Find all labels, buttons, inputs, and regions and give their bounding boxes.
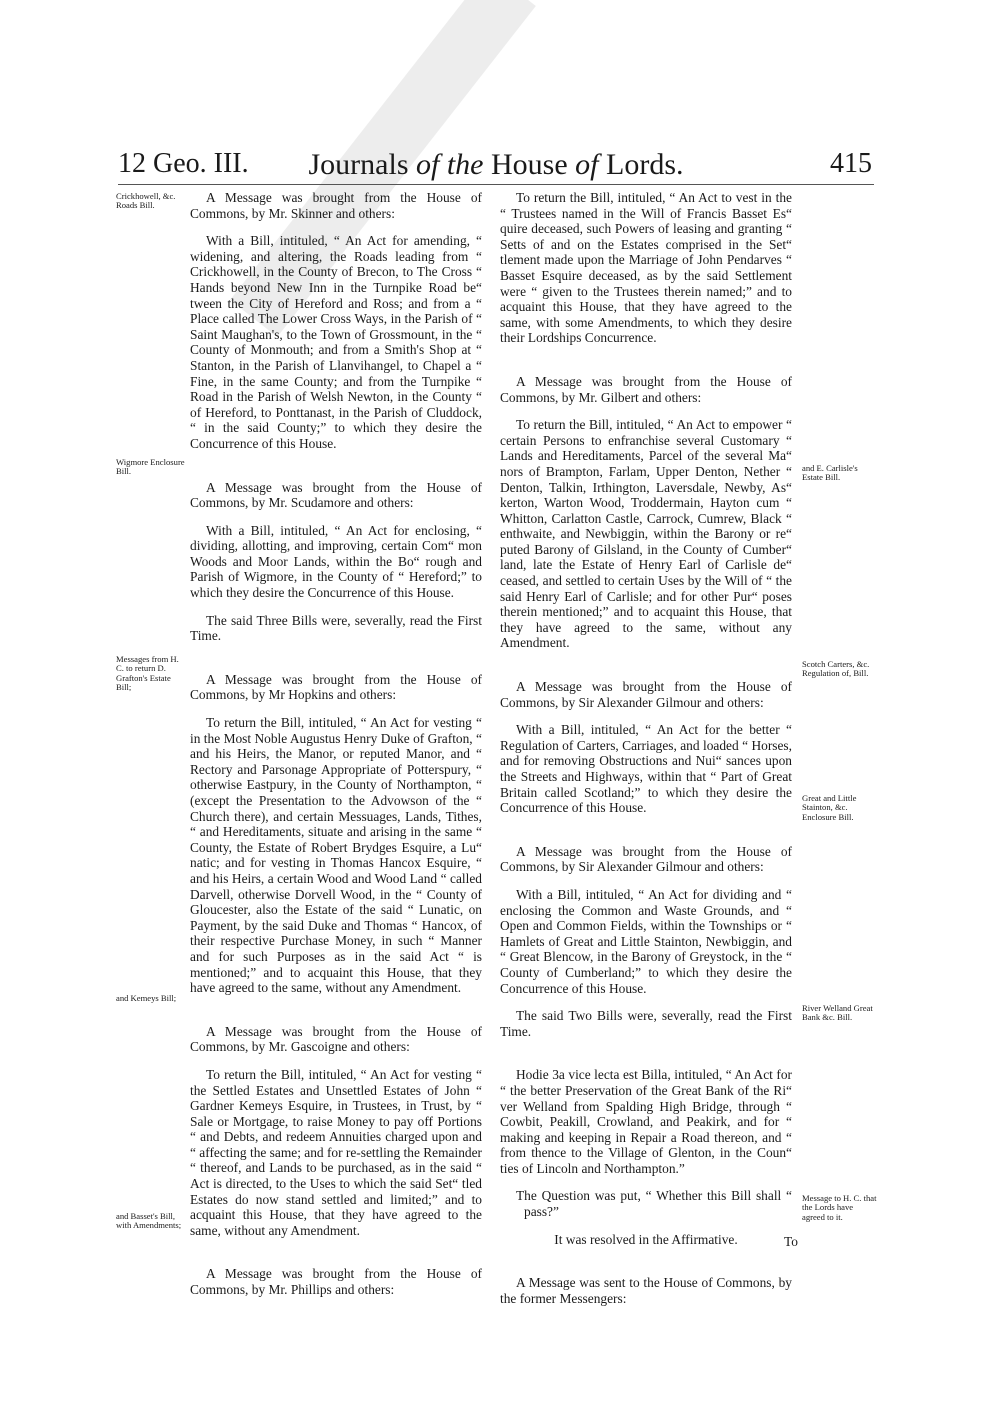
margin-note: and Basset's Bill, with Amendments; [116,1211,182,1231]
left-column [190,190,482,1298]
paragraph: A Message was brought from the House of Commons, by Sir Alexander Gilmour and others: [500,843,792,875]
paragraph: To return the Bill, intituled, “ An Act for vesting “ in the Most Noble Augustus Henry Duke of Grafton, “ and his Heirs, the Manor, or reputed Manor, and “ Rectory and Parsonage Appropriate of Potterspury, “ otherwise Eastpury, in the County of Northampton, “ (except the Presentation to the Advowson of the “ Church there), and certain Messuages, Lands, Tithes, “ and Hereditaments, situate and arising in the same “ County, the Estate of Robert Brydges Esquire, a Lu“ natic; and for vesting in Thomas Hancox Esquire, “ and his Heirs, a certain Wood and Wood Land “ called Darvell, otherwise Dorvell Wood, in the “ County of Gloucester, also the Estate of the said “ Lunatic, on Payment, by the said Duke and Thomas “ Hancox, of their respective Purchase Money, in such “ Manner and for such Purposes as in the said Act “ is mentioned;” and to acquaint this House, that they have agreed to the same, without any Amendment. [190,715,482,996]
margin-note: Message to H. C. that the Lords have agreed to it. [802,1193,877,1222]
paragraph: A Message was sent to the House of Commons, by the former Messengers: [500,1275,792,1306]
margin-note: Crickhowell, &c. Roads Bill. [116,191,176,211]
header-rule [118,184,874,185]
margin-note: River Welland Great Bank &c. Bill. [802,1003,873,1023]
paragraph: The said Two Bills were, severally, read the First Time. [500,1008,792,1039]
paragraph: A Message was brought from the House of Commons, by Mr. Scudamore and others: [190,479,482,511]
paragraph: With a Bill, intituled, “ An Act for amending, “ widening, and altering, the Roads leading from “ Crickhowell, in the County of Brecon, to The Cross “ Hands beyond New Inn in the Turnpike Road be“ tween the City of Hereford and Ross; and from a “ Place called The Lower Cross Ways, in the Parish of “ Saint Maughan's, to the Town of Grossmount, in the “ County of Monmouth; and from a Smith's Shop at “ Stanton, in the Parish of Llanvihangel, to Chapel a “ Fine, in the same County; and from the Turnpike “ Road in the Parish of Welsh Newton, in the County “ of Hereford, to Ponttanast, in the Parish of Cluddock, “ in the said County;” to which they desire the Concurrence of this House. [190,233,482,451]
running-head-title: Journals of the House of Lords. [308,148,684,181]
paragraph: Hodie 3a vice lecta est Billa, intituled, “ An Act for “ the better Preservation of the Great Bank of the Ri“ ver Welland from Spalding High Bridge, through “ Cowbit, Peakill, Crowland, and Peakirk, and for “ making and keeping in Repair a Road thereon, and “ from thence to the Village of Glenton, in the Coun“ ties of Lincoln and Northampton.” [500,1067,792,1176]
paragraph: With a Bill, intituled, “ An Act for dividing and “ enclosing the Common and Waste Grounds, and “ Open and Common Fields, within the Townships or “ Hamlets of Great and Little Stainton, Newbiggin, and “ Great Blencow, in the Barony of Greystock, in the “ County of Cumberland;” to which they desire the Concurrence of this House. [500,886,792,996]
paragraph: It was resolved in the Affirmative. [554,1231,738,1247]
paragraph: A Message was brought from the House of Commons, by Sir Alexander Gilmour and others: [500,679,792,710]
paragraph: To return the Bill, intituled, “ An Act for vesting “ the Settled Estates and Unsettled Estates of John “ Gardner Kemeys Esquire, in Trustees, in Trust, by “ Sale or Mortgage, to raise Money to pay off Portions “ and Debts, and redeem Annuities charged upon and “ affecting the same; and for re-settling the Remainder “ thereof, and Lands to be purchased, as in the said “ Act is directed, to the Uses to which the said Set“ tled Estates do now stand settled and limited;” and to acquaint this House, that they have agreed to the same, without any Amendment. [190,1066,482,1238]
paragraph: To return the Bill, intituled, “ An Act to vest in the “ Trustees named in the Will of Francis Basset Es“ quire deceased, such Powers of leasing and granting “ Setts of and on the Estates comprised in the Set“ tlement made upon the Marriage of John Pendarves “ Basset Esquire deceased, as by the said Settlement were “ given to the Trustees therein named;” and to acquaint this House, that they have agreed to the same, with some Amendments, to which they desire their Lordships Concurrence. [500,190,792,346]
paragraph: The Question was put, “ Whether this Bill shall “ pass?” [516,1188,792,1220]
margin-note: and Kemeys Bill; [116,993,177,1003]
margin-note: Great and Little Stainton, &c. Enclosure Bill. [802,793,857,822]
paragraph: A Message was brought from the House of Commons, by Mr. Gilbert and others: [500,373,792,405]
paragraph: A Message was brought from the House of Commons, by Mr. Skinner and others: [190,190,482,221]
right-column [500,190,792,1306]
running-head-left: 12 Geo. III. [118,148,249,179]
catchword: To [784,1234,798,1249]
paragraph: A Message was brought from the House of Commons, by Mr. Phillips and others: [190,1266,482,1298]
margin-note: Messages from H. C. to return D. Grafton's Estate Bill; [116,654,179,693]
paragraph: With a Bill, intituled, “ An Act for enclosing, “ dividing, allotting, and improving, certain Com“ mon Woods and Moor Lands, within the Bo“ rough and Parish of Wigmore, in the County of “ Hereford;” to which they desire the Concurrence of this House. [190,522,482,601]
paragraph: The said Three Bills were, severally, read the First Time. [190,612,482,644]
paragraph: With a Bill, intituled, “ An Act for the better “ Regulation of Carters, Carriages, and loaded “ Horses, and for removing Obstructions and Nui“ sances upon the Streets and Highways, within that “ Part of Great Britain called Scotland;” to which they desire the Concurrence of this House. [500,722,792,816]
page-number: 415 [830,148,872,179]
margin-note: Wigmore Enclosure Bill. [116,457,185,477]
paragraph: To return the Bill, intituled, “ An Act to empower “ certain Persons to enfranchise several Customary “ Lands and Hereditaments, Parcel of the several Ma“ nors of Brampton, Farlam, Upper Denton, Nether “ Denton, Talkin, Irthington, Laversdale, Newby, As“ kerton, Warton Wood, Troddermain, Hayton cum “ Whitton, Carlatton Castle, Carrock, Cumrew, Black “ enthwaite, and Newbiggin, within the Barony or re“ puted Barony of Gilsland, in the County of Cumber“ land, late the Estate of Henry Earl of Carlisle de“ ceased, and settled to certain Uses by the Will of “ the said Henry Earl of Carlisle; and for other Pur“ poses therein mentioned;” and to acquaint this House, that they have agreed to the same, without any Amendment. [500,417,792,651]
paragraph: A Message was brought from the House of Commons, by Mr Hopkins and others: [190,671,482,703]
paragraph: A Message was brought from the House of Commons, by Mr. Gascoigne and others: [190,1023,482,1055]
margin-note: Scotch Carters, &c. Regulation of, Bill. [802,659,870,679]
margin-note: and E. Carlisle's Estate Bill. [802,463,858,483]
